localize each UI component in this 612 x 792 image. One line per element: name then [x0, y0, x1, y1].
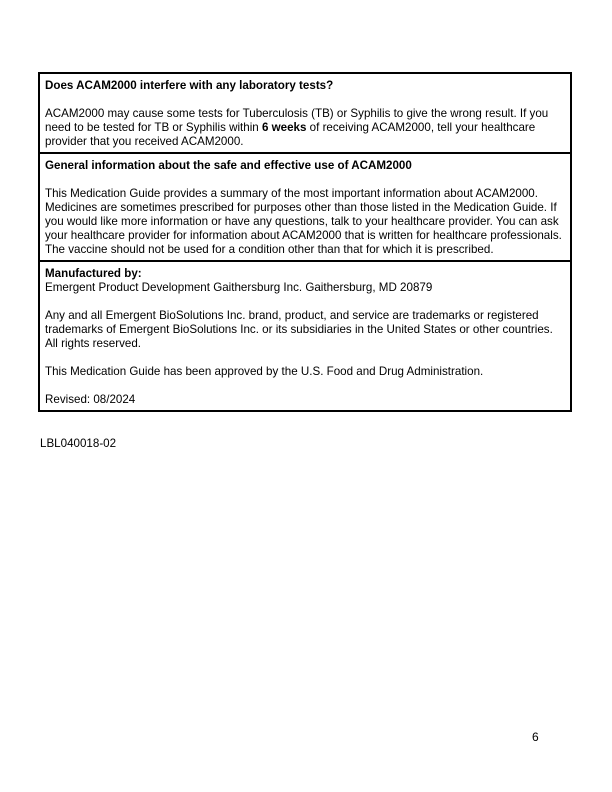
lab-tests-body-text-end: of receiving ACAM2000, tell your healthcare provider that you received ACAM2000.: [45, 121, 536, 148]
lab-tests-heading: Does ACAM2000 interfere with any laboratory tests?: [45, 79, 334, 92]
manufacturer-section: [40, 260, 570, 410]
page-number: 6: [532, 730, 539, 744]
manufacturer-heading: Manufactured by:: [45, 267, 142, 280]
lab-tests-bold-weeks: 6 weeks: [261, 121, 307, 134]
medication-guide-table: [38, 72, 572, 412]
fda-approval-statement: This Medication Guide has been approved by the U.S. Food and Drug Administration.: [45, 365, 484, 378]
general-info-section: [40, 152, 570, 260]
lab-tests-section: [40, 74, 570, 152]
lab-tests-body-text: ACAM2000 may cause some tests for Tuberculosis (TB) or Syphilis to give the wrong result. If you need to be tested for TB or Syphilis within: [45, 107, 549, 134]
manufacturer-name: Emergent Product Development Gaithersburg Inc. Gaithersburg, MD 20879: [45, 281, 433, 294]
label-code: LBL040018-02: [40, 437, 117, 450]
general-info-body: This Medication Guide provides a summary of the most important information about ACAM2000. Medicines are sometimes prescribed for purposes other than those listed in the Medication Guide. If you would like more information or have any questions, talk to your healthcare provider. You can ask your healthcare provider for information about ACAM2000 that is written for healthcare professionals. The vaccine should not be used for a condition other than that for which it is prescribed.: [45, 187, 562, 256]
revision-date: Revised: 08/2024: [45, 393, 136, 406]
lab-tests-body: [45, 107, 564, 149]
trademark-notice: Any and all Emergent BioSolutions Inc. brand, product, and service are trademarks or registered trademarks of Emergent BioSolutions Inc. or its subsidiaries in the United States or other countries. All rights reserved.: [45, 309, 553, 350]
general-info-heading: General information about the safe and effective use of ACAM2000: [45, 159, 412, 172]
